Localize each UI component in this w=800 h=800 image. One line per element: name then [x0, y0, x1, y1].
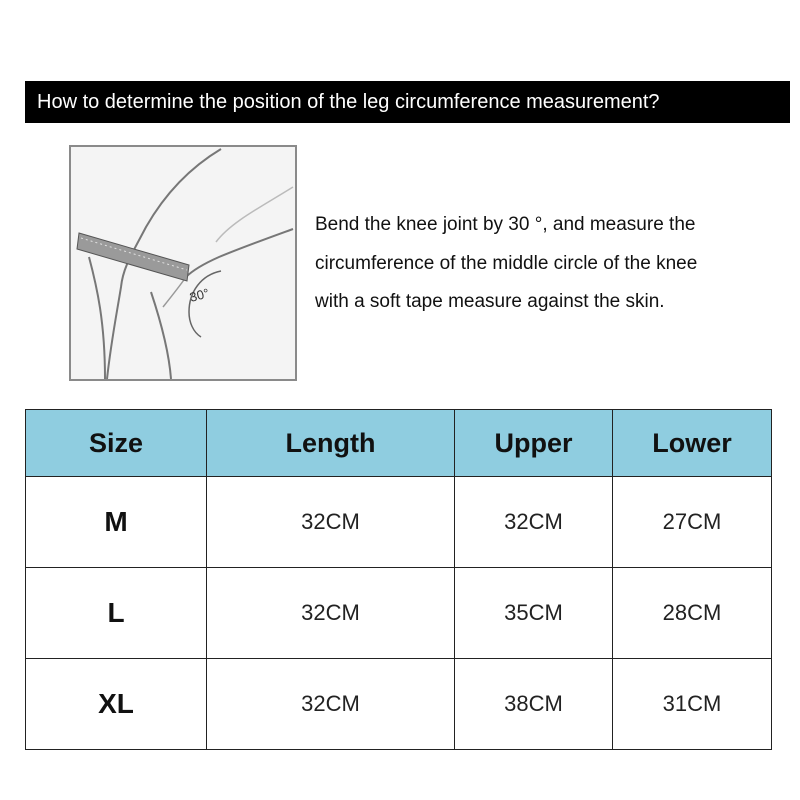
knee-icon	[71, 147, 295, 379]
page-title: How to determine the position of the leg circumference measurement?	[37, 91, 660, 113]
upper-cell: 32CM	[455, 477, 613, 568]
length-cell: 32CM	[207, 659, 455, 750]
table-row	[26, 568, 772, 659]
measurement-instructions	[315, 206, 785, 322]
column-header-lower: Lower	[613, 410, 772, 477]
lower-cell: 27CM	[613, 477, 772, 568]
lower-cell: 31CM	[613, 659, 772, 750]
column-header-upper: Upper	[455, 410, 613, 477]
instruction-line: circumference of the middle circle of the knee	[315, 252, 698, 274]
size-chart-table	[25, 409, 772, 750]
table-header-row	[26, 410, 772, 477]
angle-label: 30°	[187, 285, 211, 305]
upper-cell: 38CM	[455, 659, 613, 750]
page-title-banner	[25, 81, 790, 123]
column-header-length: Length	[207, 410, 455, 477]
table-row	[26, 477, 772, 568]
lower-cell: 28CM	[613, 568, 772, 659]
column-header-size: Size	[26, 410, 207, 477]
size-cell: M	[26, 477, 207, 568]
length-cell: 32CM	[207, 568, 455, 659]
table-row	[26, 659, 772, 750]
length-cell: 32CM	[207, 477, 455, 568]
instruction-line: with a soft tape measure against the skin.	[315, 291, 665, 312]
size-cell: XL	[26, 659, 207, 750]
size-cell: L	[26, 568, 207, 659]
knee-measurement-illustration	[69, 145, 297, 381]
upper-cell: 35CM	[455, 568, 613, 659]
instruction-line: Bend the knee joint by 30 °, and measure the	[315, 214, 696, 235]
